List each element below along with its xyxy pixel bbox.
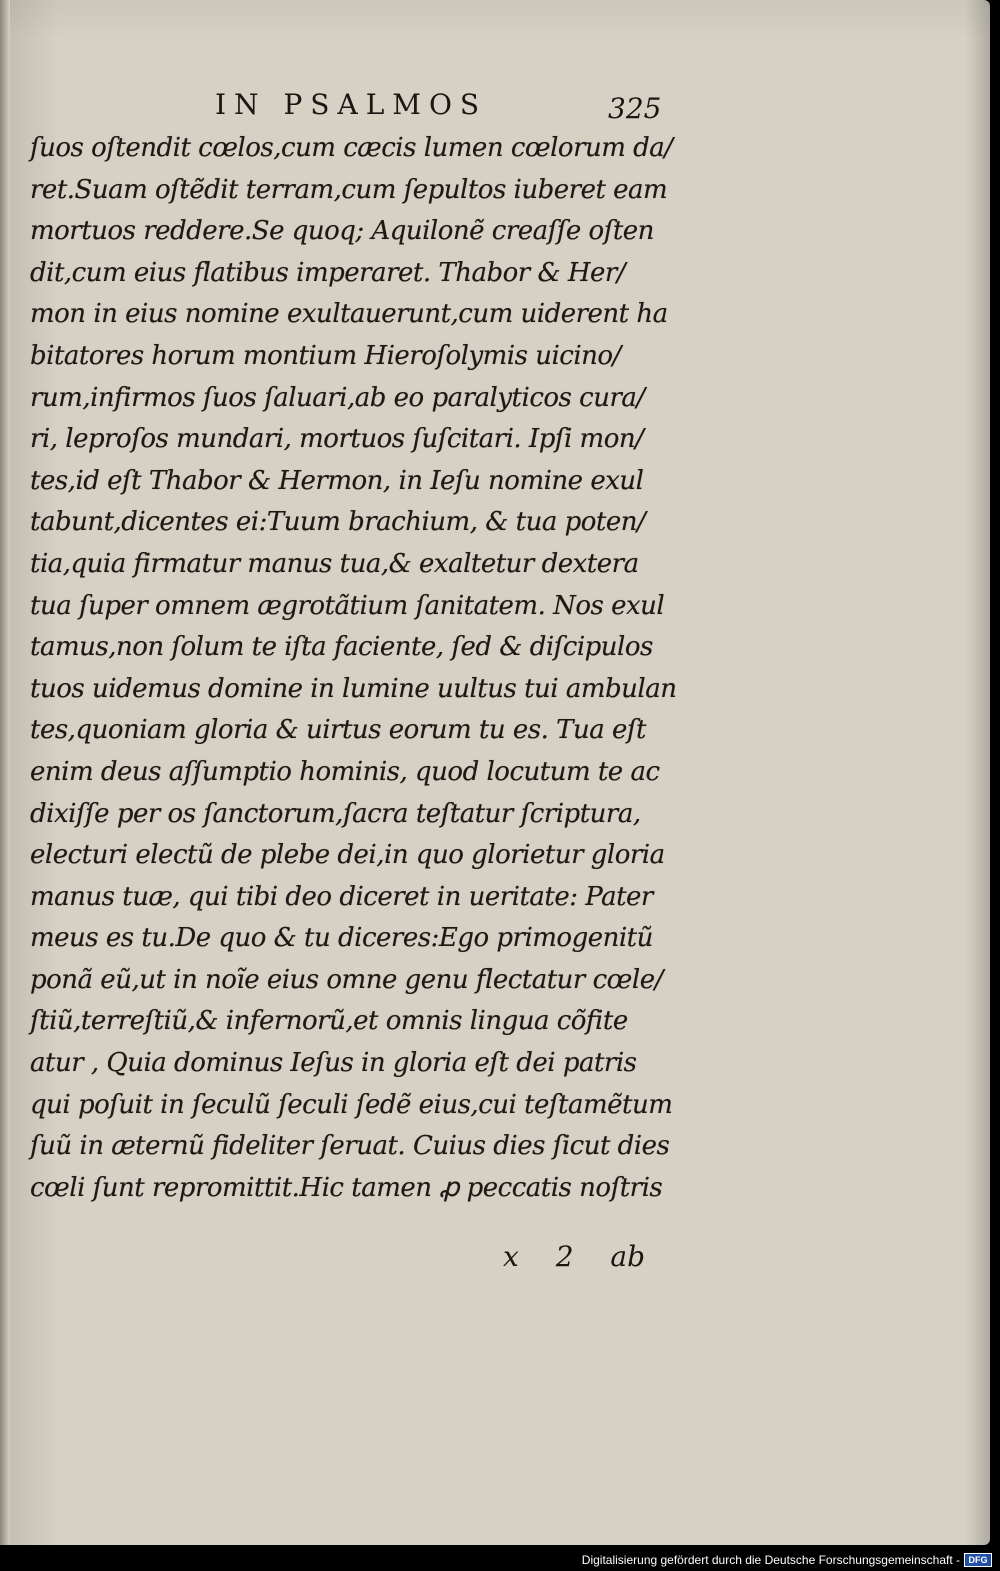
text-line: cœli ſunt repromittit.Hic tamen ꝓ peccatis noſtris (30, 1172, 663, 1203)
funding-credit: Digitalisierung gefördert durch die Deutsche Forschungsgemeinschaft - (581, 1553, 960, 1567)
text-line: ret.Suam oſtẽdit terram,cum ſepultos iuberet eam (30, 174, 668, 205)
page-gutter-edge (0, 0, 10, 1545)
text-line: ponã eũ,ut in noĩe eius omne genu flectatur cœle/ (30, 964, 663, 995)
text-block (30, 128, 677, 1209)
text-line: ri, leproſos mundari, mortuos ſuſcitari. Ipſi mon/ (30, 424, 644, 455)
text-line: manus tuæ, qui tibi deo diceret in ueritate: Pater (30, 881, 653, 912)
text-line: mon in eius nomine exultauerunt,cum uiderent ha (30, 299, 668, 330)
text-line: dit,cum eius flatibus imperaret. Thabor & Her/ (30, 257, 626, 288)
text-line: ſuos oſtendit cœlos,cum cæcis lumen cœlorum da/ (30, 133, 673, 163)
text-line: ſtiũ,terreſtiũ,& infernorũ,et omnis lingua cõfite (30, 1006, 628, 1037)
running-title: IN PSALMOS (215, 88, 488, 121)
text-line: qui poſuit in ſeculũ ſeculi ſedẽ eius,cui teſtamẽtum (30, 1089, 673, 1120)
text-line: tes,id eſt Thabor & Hermon, in Ieſu nomine exul (30, 465, 644, 496)
text-line: tuos uidemus domine in lumine uultus tui ambulan (30, 673, 677, 704)
running-head (0, 88, 990, 128)
text-line: tia,quia firmatur manus tua,& exaltetur dextera (30, 548, 639, 579)
text-line: ſuũ in æternũ fideliter ſeruat. Cuius dies ſicut dies (30, 1131, 670, 1162)
text-line: dixiſſe per os ſanctorum,ſacra teſtatur ſcriptura, (30, 798, 641, 829)
text-line: tua ſuper omnem ægrotãtium ſanitatem. Nos exul (30, 590, 665, 621)
text-line: electuri electũ de plebe dei,in quo glorietur gloria (30, 840, 665, 871)
text-line: rum,infirmos ſuos ſaluari,ab eo paralyticos cura/ (30, 382, 645, 413)
text-line: meus es tu.De quo & tu diceres:Ego primogenitũ (30, 923, 653, 954)
text-line: bitatores horum montium Hieroſolymis uicino/ (30, 340, 621, 371)
text-line: atur , Quia dominus Ieſus in gloria eſt dei patris (30, 1048, 637, 1079)
signature-mark: x 2 ab (503, 1240, 646, 1273)
digitization-footer (0, 1545, 1000, 1571)
text-line: enim deus aſſumptio hominis, quod locutum te ac (30, 756, 660, 787)
text-line: tabunt,dicentes ei:Tuum brachium, & tua poten/ (30, 507, 646, 538)
text-line: tes,quoniam gloria & uirtus eorum tu es. Tua eſt (30, 715, 646, 746)
page-number: 325 (608, 92, 662, 125)
text-line: tamus,non ſolum te iſta faciente, ſed & diſcipulos (30, 632, 653, 663)
text-line: mortuos reddere.Se quoq; Aquilonẽ creaſſe oſten (30, 216, 654, 247)
dfg-logo: DFG (964, 1553, 992, 1567)
